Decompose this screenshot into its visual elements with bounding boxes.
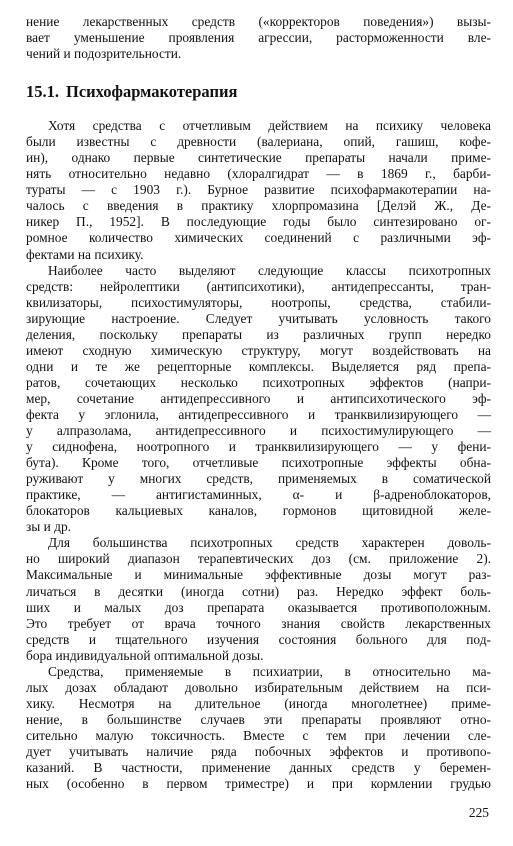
text-line: ромное количество химических соединений с различными эф- [26, 230, 491, 246]
text-line: квилизаторы, психостимуляторы, ноотропы, средства, стабили- [26, 294, 491, 310]
text-line: одни и те же рецепторные комплексы. Выделяется ряд препа- [26, 358, 491, 374]
text-line: Наиболее часто выделяют следующие классы психотропных [48, 262, 491, 278]
text-line: блокаторов кальциевых каналов, гормонов щитовидной желе- [26, 503, 491, 519]
text-line: никер П., 1952]. В последующие годы было синтезировано ог- [26, 214, 491, 230]
text-line: нять относительно недавно (хлоралгидрат — в 1869 г., барби- [26, 166, 491, 182]
text-line: Средства, применяемые в психиатрии, в относительно ма- [48, 663, 491, 679]
text-line: хику. Несмотря на длительное (иногда многолетнее) приме- [26, 695, 491, 711]
text-line: Для большинства психотропных средств характерен доволь- [48, 535, 491, 551]
intro-text [26, 14, 491, 62]
text-line: ших и малых доз препарата оказывается противоположным. [26, 599, 491, 615]
text-line: ин), однако первые синтетические препараты начали приме- [26, 150, 491, 166]
text-line: бута). Кроме того, отчетливые психотропные эффекты обна- [26, 455, 491, 471]
text-line: дует учитывать наличие ряда побочных эффектов и противопо- [26, 743, 491, 759]
text-line: деления, поскольку препараты из различных групп нередко [26, 326, 491, 342]
paragraph-4 [26, 664, 491, 792]
page-number: 225 [468, 805, 489, 820]
text-line: чений и подозрительности. [26, 46, 182, 62]
text-line: средств: нейролептики (антипсихотики), антидепрессанты, тран- [26, 278, 491, 294]
text-line: казаний. В частности, применение данных средств у беремен- [26, 760, 491, 776]
text-line: у алпразолама, антидепрессивного и психостимулирующего — [26, 423, 491, 439]
text-line: личаться в десятки (иногда сотни) раз. Нередко эффект боль- [26, 583, 491, 599]
paragraph-3 [26, 535, 491, 663]
text-line: были известны с древности (валериана, опий, гашиш, кофе- [26, 134, 491, 150]
text-line: сительно малую токсичность. Вместе с тем при лечении сле- [26, 727, 491, 743]
section-title: Психофармакотерапия [66, 82, 238, 102]
text-line: нение, в большинстве случаев эти препараты проявляют отно- [26, 711, 491, 727]
text-line: ратов, сочетающих несколько психотропных эффектов (напри- [26, 374, 491, 390]
text-line: вает уменьшение проявления агрессии, расторможенности вле- [26, 30, 491, 46]
text-line: нение лекарственных средств («корректоров поведения») вызы- [26, 14, 491, 29]
text-line: руживают у многих средств, применяемых в соматической [26, 471, 491, 487]
text-line: Хотя средства с отчетливым действием на психику человека [48, 118, 491, 134]
text-line: практике, — антигистаминных, α- и β-адреноблокаторов, [26, 487, 491, 503]
section-number: 15.1. [26, 82, 59, 102]
text-line: имеют сходную химическую структуру, могут воздействовать на [26, 342, 491, 358]
text-line: мер, сочетание антидепрессивного и антипсихотического эф- [26, 390, 491, 406]
text-line: зирующие настроение. Следует учитывать условность такого [26, 310, 491, 326]
text-line: у сиднофена, ноотропного и транквилизирующего — у фени- [26, 439, 491, 455]
paragraph-1 [26, 118, 491, 262]
text-line: тураты — с 1903 г.). Бурное развитие психофармакотерапии на- [26, 182, 491, 198]
text-line: бора индивидуальной оптимальной дозы. [26, 647, 264, 663]
text-line: фектами на психику. [26, 246, 144, 262]
text-line: но широкий диапазон терапевтических доз (см. приложение 2). [26, 551, 491, 567]
text-line: фекта у эглонила, антидепрессивного и транквилизирующего — [26, 406, 491, 422]
text-line: лых дозах обладают довольно избирательным действием на пси- [26, 679, 491, 695]
text-line: ных (особенно в первом триместре) и при кормлении грудью [26, 776, 491, 792]
section-heading [26, 82, 491, 102]
text-line: зы и др. [26, 519, 72, 535]
text-line: чалось с введения в практику хлорпромазина [Делэй Ж., Де- [26, 198, 491, 214]
text-line: средств и тщательного изучения состояния больного для под- [26, 631, 491, 647]
paragraph-2 [26, 263, 491, 536]
text-line: Максимальные и минимальные эффективные дозы могут раз- [26, 567, 491, 583]
text-line: Это требует от врача точного знания свойств лекарственных [26, 615, 491, 631]
